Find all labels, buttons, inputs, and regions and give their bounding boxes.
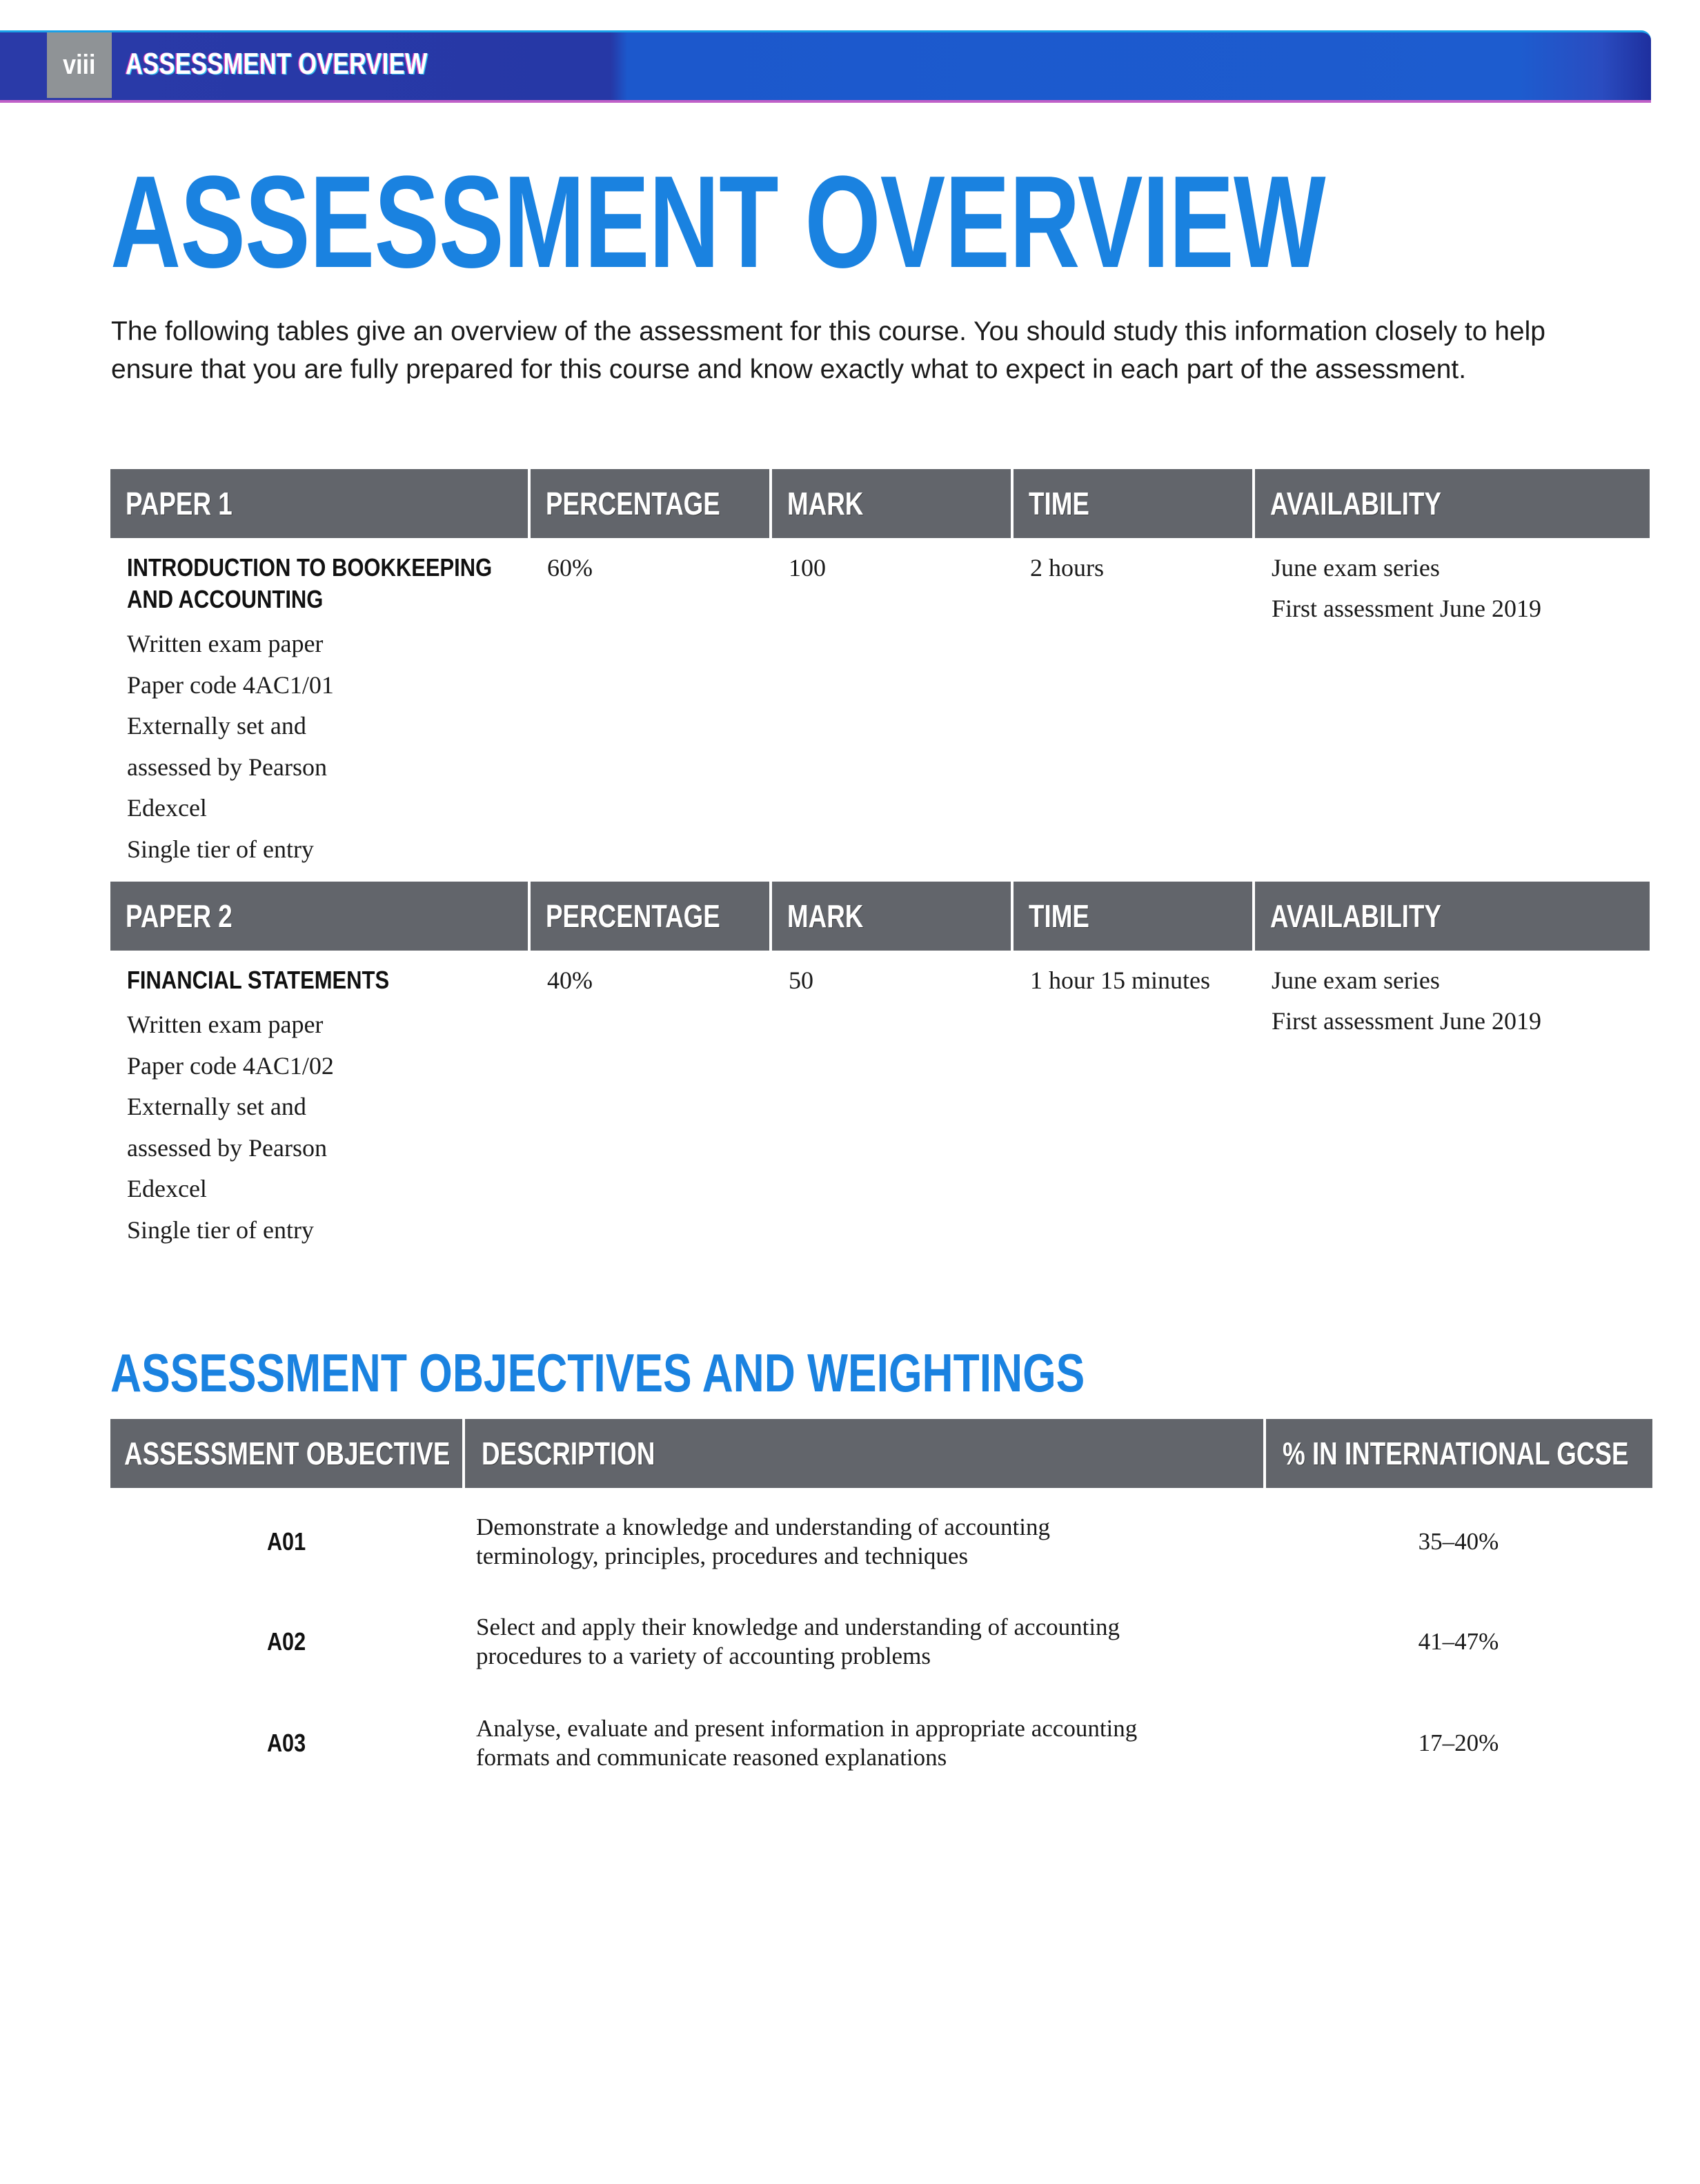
paper-2-availability: June exam series First assessment June 2019 (1272, 966, 1541, 1035)
header-cell-availability: AVAILABILITY (1255, 882, 1650, 951)
paper-detail: Externally set and (127, 1093, 306, 1120)
paper-detail: Single tier of entry (127, 1215, 314, 1244)
objective-weighting: 17–20% (1418, 1729, 1499, 1756)
objective-id: A03 (266, 1729, 306, 1757)
objective-id: A02 (266, 1627, 306, 1656)
objective-row (110, 1511, 1652, 1573)
objective-description: Demonstrate a knowledge and understanding of accounting terminology, principles, procedures and techniques (476, 1513, 1050, 1569)
paper-1-percentage: 60% (547, 554, 593, 582)
header-cell-availability: AVAILABILITY (1255, 469, 1650, 538)
paper-2-percentage: 40% (547, 966, 593, 994)
paper-1-row (110, 552, 1652, 870)
running-header-title: ASSESSMENT OVERVIEW (126, 47, 428, 81)
header-cell-assessment-objective: ASSESSMENT OBJECTIVE (110, 1419, 462, 1488)
paper-2-table-header (110, 882, 1652, 951)
header-cell-mark: MARK (772, 469, 1011, 538)
paper-detail: Written exam paper (127, 1011, 324, 1038)
paper-1-description (110, 552, 528, 870)
paper-detail: Paper code 4AC1/02 (127, 1051, 334, 1080)
section-heading-objectives: ASSESSMENT OBJECTIVES AND WEIGHTINGS (110, 1342, 1085, 1403)
paper-detail: Externally set and (127, 712, 306, 739)
header-cell-weighting: % IN INTERNATIONAL GCSE (1266, 1419, 1652, 1488)
paper-2-mark: 50 (789, 966, 813, 994)
paper-detail: Single tier of entry (127, 835, 314, 863)
header-cell-mark: MARK (772, 882, 1011, 951)
paper-detail: Paper code 4AC1/01 (127, 671, 334, 699)
paper-title-line: FINANCIAL STATEMENTS (127, 966, 390, 994)
paper-1-time: 2 hours (1030, 554, 1104, 582)
paper-detail: Edexcel (127, 794, 207, 822)
paper-detail: Written exam paper (127, 630, 324, 657)
paper-1-availability: June exam series First assessment June 2019 (1272, 554, 1541, 622)
objective-weighting: 35–40% (1418, 1528, 1499, 1555)
header-cell-percentage: PERCENTAGE (531, 469, 769, 538)
paper-title-line: INTRODUCTION TO BOOKKEEPING (127, 553, 493, 582)
header-cell-paper: PAPER 2 (110, 882, 528, 951)
objective-description: Analyse, evaluate and present information in appropriate accounting formats and communicate reasoned explanations (476, 1715, 1138, 1771)
objective-id: A01 (266, 1527, 306, 1556)
paper-2-description (110, 964, 528, 1251)
header-cell-description: DESCRIPTION (465, 1419, 1263, 1488)
header-cell-paper: PAPER 1 (110, 469, 528, 538)
objective-description: Select and apply their knowledge and understanding of accounting procedures to a variety of accounting problems (476, 1614, 1120, 1669)
header-cell-time: TIME (1014, 469, 1252, 538)
page-title: ASSESSMENT OVERVIEW (110, 149, 1325, 295)
paper-detail: assessed by Pearson (127, 1133, 327, 1162)
paper-detail: assessed by Pearson (127, 753, 327, 781)
paper-2-row (110, 964, 1652, 1251)
objective-weighting: 41–47% (1418, 1628, 1499, 1655)
objective-row (110, 1611, 1652, 1673)
objectives-table-header (110, 1419, 1652, 1488)
paper-detail: Edexcel (127, 1175, 207, 1202)
page-number-box (47, 32, 112, 98)
objective-row (110, 1712, 1652, 1774)
paper-2-time: 1 hour 15 minutes (1030, 966, 1210, 994)
header-cell-percentage: PERCENTAGE (531, 882, 769, 951)
header-cell-time: TIME (1014, 882, 1252, 951)
paper-title-line: AND ACCOUNTING (127, 585, 324, 613)
page-number: viii (63, 50, 96, 80)
intro-paragraph: The following tables give an overview of the assessment for this course. You should study this information closely to help ensure that you are fully prepared for this course and know exactly what to expect in each part of the assessment. (111, 317, 1545, 384)
paper-1-table-header (110, 469, 1652, 538)
paper-1-mark: 100 (789, 554, 826, 582)
